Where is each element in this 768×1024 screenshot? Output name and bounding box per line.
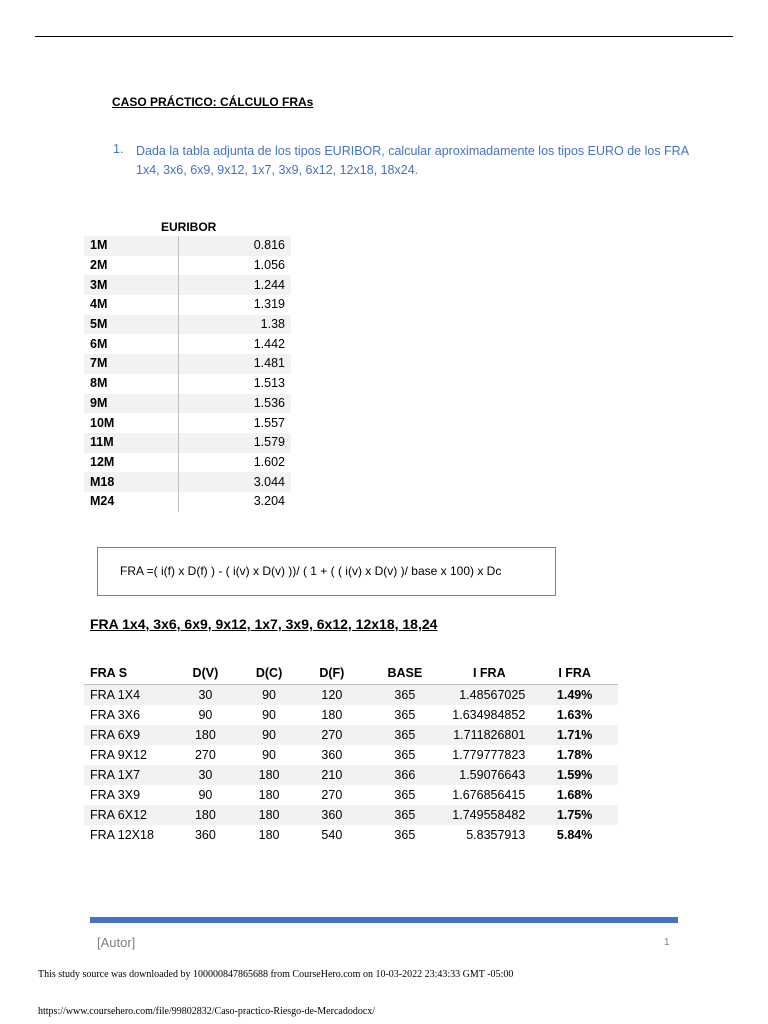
euribor-row — [84, 472, 291, 492]
question-text: Dada la tabla adjunta de los tipos EURIBOR, calcular aproximadamente los tipos EURO de los FRA 1x4, 3x6, 6x9, 9x12, 1x7, 3x9, 6x12, 12x18, 18x24. — [136, 144, 689, 177]
euribor-row — [84, 453, 291, 473]
ifra-value: 1.48567025 — [447, 685, 531, 706]
fra-table — [84, 662, 618, 845]
dv-cell: 90 — [198, 788, 213, 802]
ifra-value: 1.779777823 — [452, 748, 526, 762]
euribor-rate: 1.056 — [253, 258, 285, 273]
dc-cell: 180 — [237, 805, 302, 825]
base-cell: 365 — [394, 708, 416, 722]
ifra-percent: 1.78% — [556, 748, 593, 762]
euribor-row — [84, 374, 291, 394]
euribor-rate: 1.602 — [253, 454, 285, 469]
fra-name: FRA 3X6 — [90, 708, 141, 722]
euribor-rate: 1.38 — [179, 315, 292, 335]
euribor-term: 4M — [84, 295, 179, 315]
fra-subtitle: FRA 1x4, 3x6, 6x9, 9x12, 1x7, 3x9, 6x12, 12x18, 18,24 — [90, 616, 438, 632]
ifra-percent: 1.71% — [531, 725, 618, 745]
fra-name: FRA 3X9 — [90, 788, 141, 802]
dc-cell: 90 — [262, 748, 277, 762]
df-cell: 210 — [301, 765, 362, 785]
header-rule — [35, 36, 733, 37]
euribor-rate: 3.204 — [253, 494, 285, 509]
euribor-rate: 1.442 — [253, 336, 285, 351]
euribor-row — [84, 236, 291, 256]
euribor-rate: 1.481 — [179, 354, 292, 374]
ifra-percent: 1.49% — [531, 685, 618, 706]
euribor-row — [84, 315, 291, 335]
euribor-rate: 1.557 — [253, 415, 285, 430]
page-number: 1 — [664, 937, 670, 948]
ifra-value: 1.749558482 — [447, 805, 531, 825]
footer-author: [Autor] — [97, 935, 136, 950]
euribor-term: 8M — [84, 374, 179, 394]
euribor-term: M24 — [84, 492, 179, 512]
df-cell: 180 — [321, 708, 343, 722]
fra-name: FRA 1X4 — [84, 685, 174, 706]
formula-text: FRA =( i(f) x D(f) ) - ( i(v) x D(v) ))/ ( 1 + ( ( i(v) x D(v) )/ base x 100) x Dc — [120, 564, 502, 578]
fra-row — [84, 825, 618, 845]
fra-name: FRA 6X12 — [84, 805, 174, 825]
euribor-table — [84, 236, 291, 512]
euribor-row — [84, 433, 291, 453]
euribor-term: 3M — [84, 275, 179, 295]
dv-header: D(V) — [174, 662, 237, 685]
fra-row — [84, 725, 618, 745]
dv-cell: 180 — [174, 805, 237, 825]
euribor-rate: 1.579 — [179, 433, 292, 453]
ifra-percent: 1.68% — [556, 788, 593, 802]
base-cell: 365 — [362, 805, 447, 825]
euribor-row — [84, 334, 291, 354]
ifra-value: 5.8357913 — [466, 828, 526, 842]
source-url[interactable]: https://www.coursehero.com/file/99802832/Caso-practico-Riesgo-de-Mercadodocx/ — [38, 1006, 376, 1017]
euribor-header: EURIBOR — [161, 220, 217, 234]
euribor-row — [84, 275, 291, 295]
euribor-term: 6M — [84, 334, 179, 354]
df-cell: 540 — [321, 828, 343, 842]
base-cell: 365 — [394, 788, 416, 802]
euribor-row — [84, 394, 291, 414]
dc-header: D(C) — [237, 662, 302, 685]
euribor-term: 1M — [84, 236, 179, 256]
fra-name: FRA 6X9 — [84, 725, 174, 745]
dv-cell: 180 — [174, 725, 237, 745]
euribor-term: 9M — [84, 394, 179, 414]
fra-row — [84, 805, 618, 825]
ifra-value: 1.711826801 — [447, 725, 531, 745]
footer-bar — [90, 917, 678, 923]
dc-cell: 180 — [237, 765, 302, 785]
dv-cell: 30 — [174, 685, 237, 706]
euribor-rate: 3.044 — [179, 472, 292, 492]
euribor-term: M18 — [84, 472, 179, 492]
euribor-row — [84, 413, 291, 433]
fra-name-header: FRA S — [84, 662, 174, 685]
ifra-pct-header: I FRA — [531, 662, 618, 685]
euribor-row — [84, 354, 291, 374]
dv-cell: 360 — [194, 828, 216, 842]
ifra-value: 1.59076643 — [447, 765, 531, 785]
ifra-header: I FRA — [447, 662, 531, 685]
ifra-percent: 1.59% — [531, 765, 618, 785]
euribor-row — [84, 295, 291, 315]
base-header: BASE — [362, 662, 447, 685]
df-cell: 270 — [301, 725, 362, 745]
fra-row — [84, 765, 618, 785]
euribor-row — [84, 256, 291, 276]
question-number: 1. — [113, 142, 124, 156]
base-cell: 366 — [362, 765, 447, 785]
fra-name: FRA 1X7 — [84, 765, 174, 785]
euribor-term: 2M — [84, 256, 179, 276]
euribor-row — [84, 492, 291, 512]
ifra-percent: 1.63% — [556, 708, 593, 722]
euribor-rate: 1.244 — [179, 275, 292, 295]
euribor-term: 5M — [84, 315, 179, 335]
fra-row — [84, 785, 618, 805]
dv-cell: 270 — [194, 748, 216, 762]
fra-name: FRA 9X12 — [90, 748, 147, 762]
ifra-value: 1.634984852 — [452, 708, 526, 722]
page-title: CASO PRÁCTICO: CÁLCULO FRAs — [112, 95, 314, 109]
formula-box — [97, 547, 556, 596]
euribor-rate: 1.536 — [179, 394, 292, 414]
base-cell: 365 — [362, 725, 447, 745]
fra-name: FRA 12X18 — [90, 828, 154, 842]
dc-cell: 180 — [258, 828, 280, 842]
df-cell: 360 — [321, 748, 343, 762]
ifra-percent: 5.84% — [556, 828, 593, 842]
dc-cell: 90 — [262, 708, 277, 722]
ifra-value: 1.676856415 — [452, 788, 526, 802]
dc-cell: 90 — [237, 685, 302, 706]
df-cell: 360 — [301, 805, 362, 825]
dv-cell: 30 — [174, 765, 237, 785]
df-cell: 270 — [321, 788, 343, 802]
fra-row — [84, 745, 618, 765]
df-header: D(F) — [301, 662, 362, 685]
euribor-term: 7M — [84, 354, 179, 374]
fra-row — [84, 685, 618, 706]
euribor-term: 11M — [84, 433, 179, 453]
source-notice: This study source was downloaded by 100000847865688 from CourseHero.com on 10-03-2022 23:43:33 GMT -05:00 — [38, 969, 514, 980]
ifra-percent: 1.75% — [531, 805, 618, 825]
euribor-rate: 0.816 — [179, 236, 292, 256]
euribor-rate: 1.513 — [253, 376, 285, 391]
base-cell: 365 — [362, 685, 447, 706]
base-cell: 365 — [394, 828, 416, 842]
euribor-rate: 1.319 — [253, 297, 285, 312]
df-cell: 120 — [301, 685, 362, 706]
euribor-term: 10M — [84, 413, 179, 433]
dc-cell: 180 — [258, 788, 280, 802]
dv-cell: 90 — [198, 708, 213, 722]
base-cell: 365 — [394, 748, 416, 762]
euribor-term: 12M — [84, 453, 179, 473]
fra-row — [84, 705, 618, 725]
dc-cell: 90 — [237, 725, 302, 745]
